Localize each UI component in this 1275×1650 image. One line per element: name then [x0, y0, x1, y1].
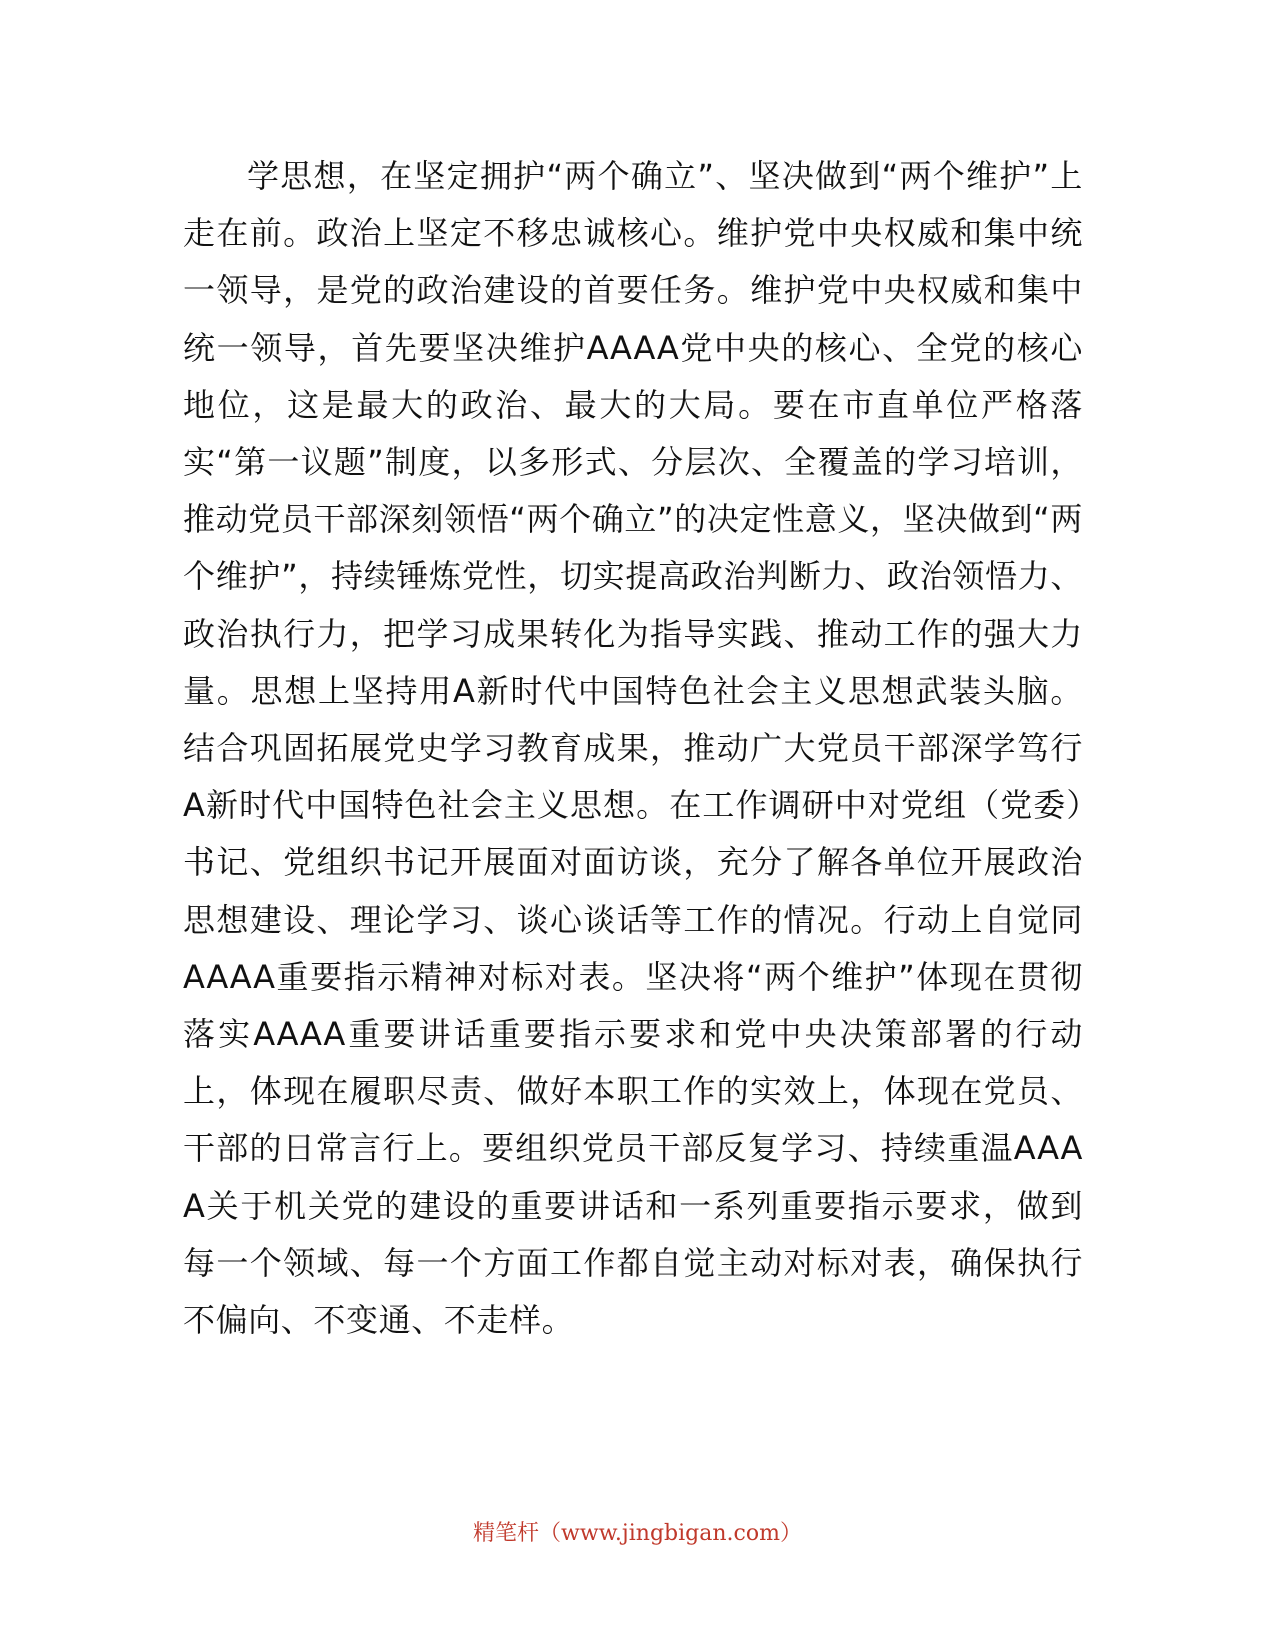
- body-paragraph: 学思想，在坚定拥护“两个确立”、坚决做到“两个维护”上走在前。政治上坚定不移忠诚核心。维护党中央权威和集中统一领导，是党的政治建设的首要任务。维护党中央权威和集中统一领导，首先要坚决维护AAAA党中央的核心、全党的核心地位，这是最大的政治、最大的大局。要在市直单位严格落实“第一议题”制度，以多形式、分层次、全覆盖的学习培训，推动党员干部深刻领悟“两个确立”的决定性意义，坚决做到“两个维护”，持续锤炼党性，切实提高政治判断力、政治领悟力、政治执行力，把学习成果转化为指导实践、推动工作的强大力量。思想上坚持用A新时代中国特色社会主义思想武装头脑。结合巩固拓展党史学习教育成果，推动广大党员干部深学笃行A新时代中国特色社会主义思想。在工作调研中对党组（党委）书记、党组织书记开展面对面访谈，充分了解各单位开展政治思想建设、理论学习、谈心谈话等工作的情况。行动上自觉同AAAA重要指示精神对标对表。坚决将“两个维护”体现在贯彻落实AAAA重要讲话重要指示要求和党中央决策部署的行动上，体现在履职尽责、做好本职工作的实效上，体现在党员、干部的日常言行上。要组织党员干部反复学习、持续重温AAAA关于机关党的建设的重要讲话和一系列重要指示要求，做到每一个领域、每一个方面工作都自觉主动对标对表，确保执行不偏向、不变通、不走样。: [183, 157, 1083, 1340]
- footer-watermark: 精笔杆（www.jingbigan.com）: [473, 1521, 802, 1546]
